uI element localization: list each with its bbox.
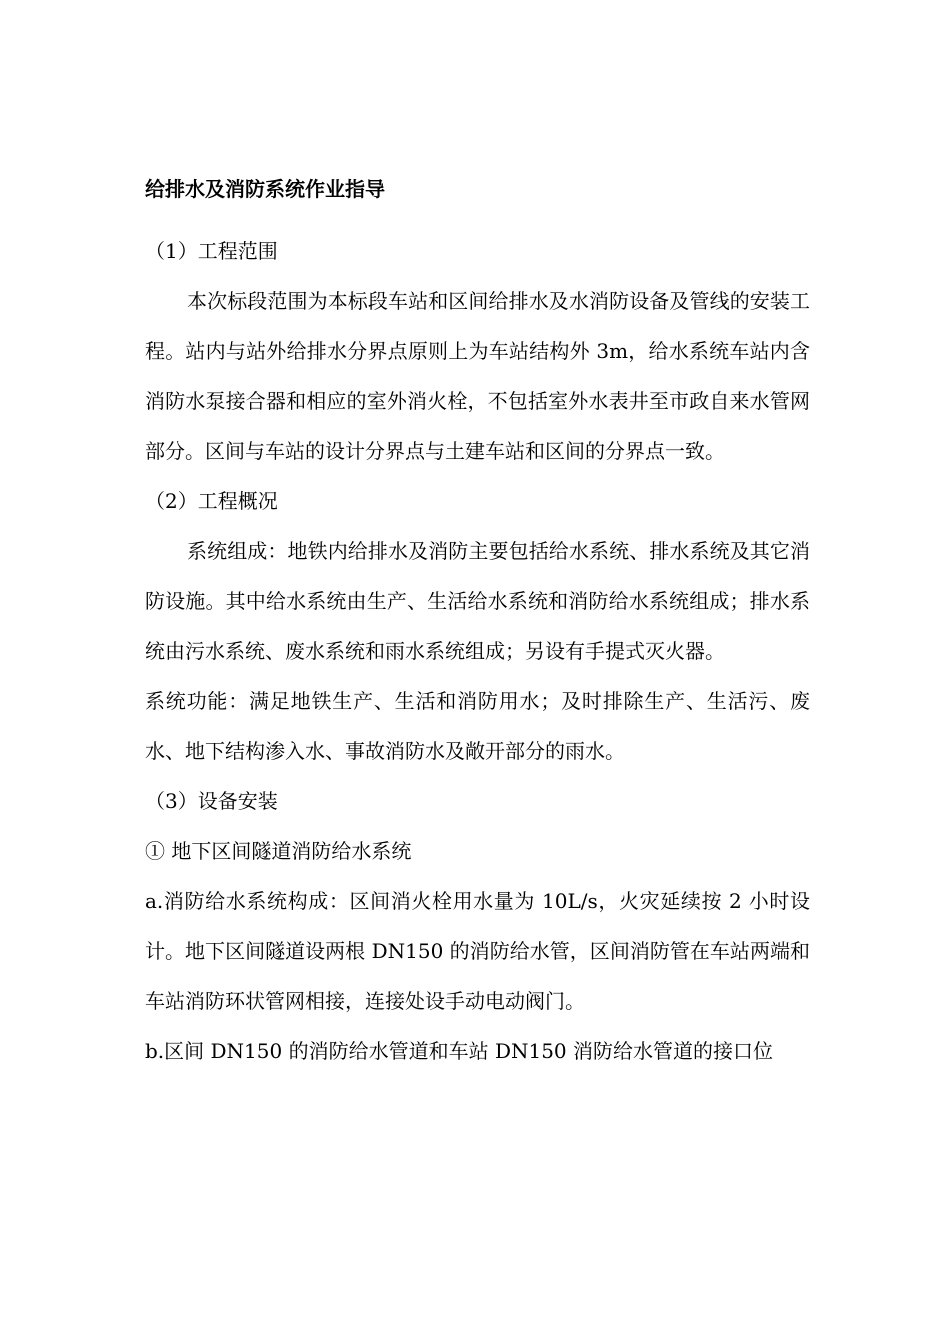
paragraph-scope: 本次标段范围为本标段车站和区间给排水及水消防设备及管线的安装工程。站内与站外给排水分界点原则上为车站结构外 3m，给水系统车站内含消防水泵接合器和相应的室外消火栓，不包括室外水表井至市政自来水管网部分。区间与车站的设计分界点与土建车站和区间的分界点一致。: [145, 289, 810, 463]
section-heading-overview: （2）工程概况: [145, 489, 278, 513]
paragraph-item-b: b.区间 DN150 的消防给水管道和车站 DN150 消防给水管道的接口位: [145, 1039, 774, 1063]
paragraph-item-a: a.消防给水系统构成：区间消火栓用水量为 10L/s，火灾延续按 2 小时设计。地下区间隧道设两根 DN150 的消防给水管，区间消防管在车站两端和车站消防环状管网相接，连接处设手动电动阀门。: [145, 889, 810, 1013]
paragraph-system-function: 系统功能：满足地铁生产、生活和消防用水；及时排除生产、生活污、废水、地下结构渗入水、事故消防水及敞开部分的雨水。: [145, 689, 810, 763]
section-heading-scope: （1）工程范围: [145, 239, 278, 263]
section-heading-equipment: （3）设备安装: [145, 789, 278, 813]
paragraph-system-composition: 系统组成：地铁内给排水及消防主要包括给水系统、排水系统及其它消防设施。其中给水系统由生产、生活给水系统和消防给水系统组成；排水系统由污水系统、废水系统和雨水系统组成；另设有手提式灭火器。: [145, 539, 810, 663]
subsection-heading-tunnel-fire-water: ① 地下区间隧道消防给水系统: [145, 839, 412, 863]
document-body: [145, 172, 810, 1076]
document-title: 给排水及消防系统作业指导: [145, 177, 385, 201]
